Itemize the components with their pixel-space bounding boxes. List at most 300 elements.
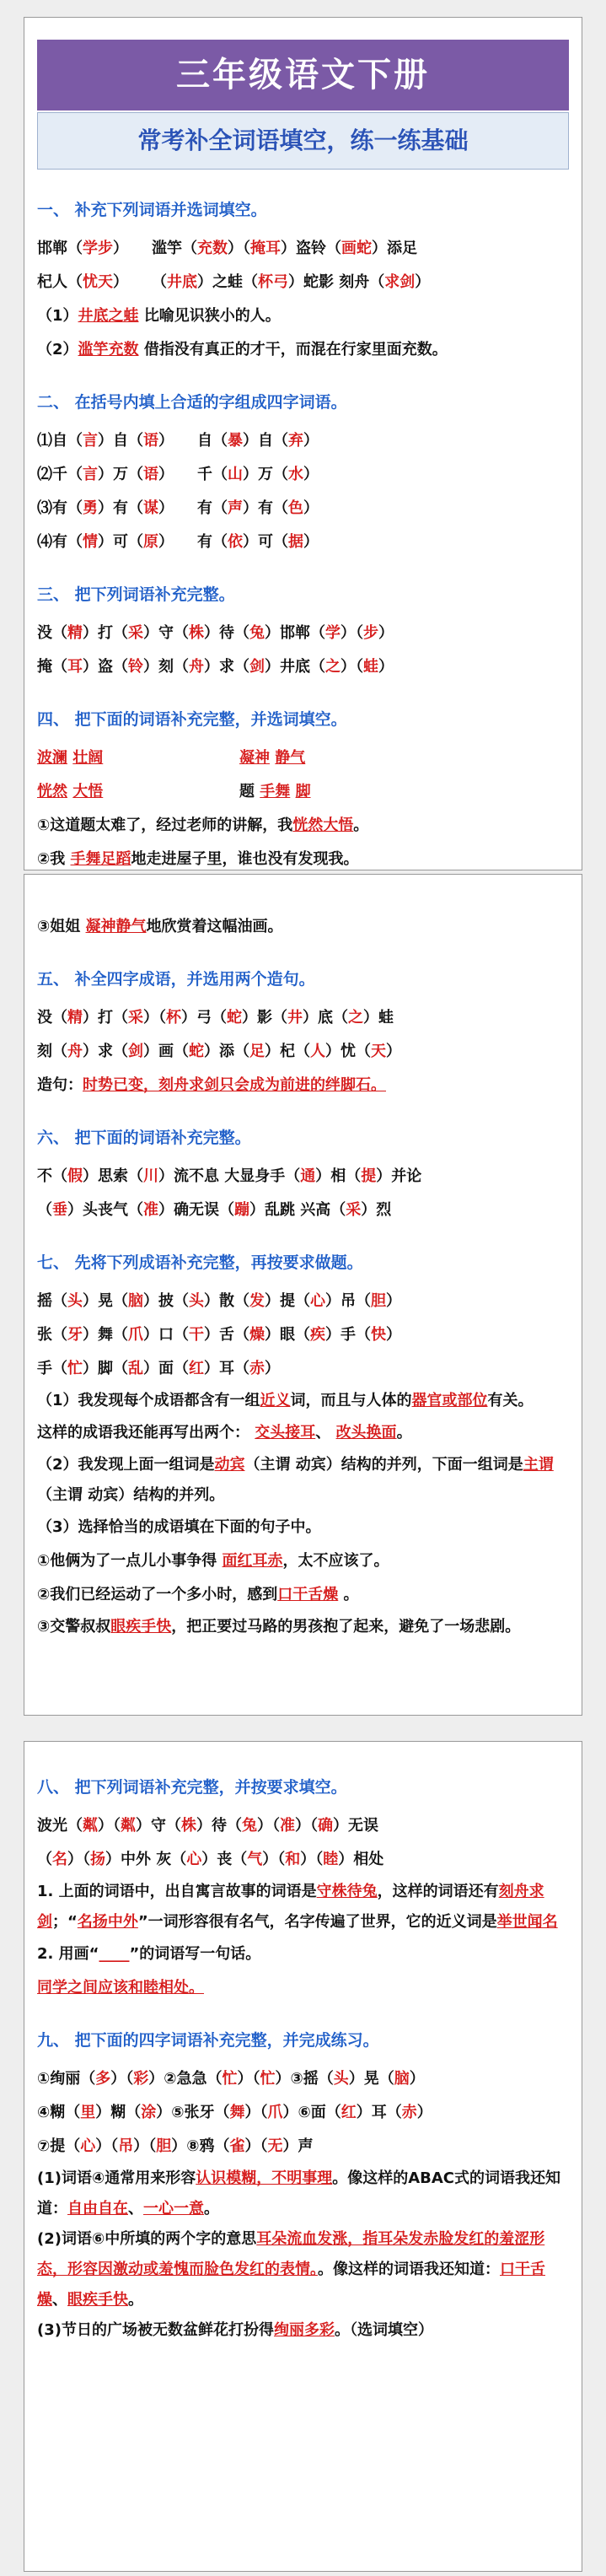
answer-text: 一心一意 — [143, 2200, 204, 2218]
question-text: ”一词形容很有名气，名字传遍了世界，它的近义词是 — [137, 1913, 497, 1931]
question-text: 自 — [113, 432, 128, 450]
s7-sentence-3 — [37, 1612, 569, 1642]
question-text: ⑤张牙 — [171, 2104, 215, 2121]
question-text: 中外 灰 — [121, 1851, 172, 1868]
question-text: ⑷有 — [37, 533, 67, 551]
answer-text: 吊 — [118, 2137, 134, 2155]
question-text: 摇 — [37, 1292, 52, 1310]
answer-text: 剑 — [128, 1043, 143, 1060]
answer-text: 之 — [325, 658, 341, 676]
s8-row-2: （名）（扬）中外 灰（心）丧（气）（和）（睦）相处 — [37, 1851, 384, 1868]
answer-text: 口干舌燥 — [37, 2261, 545, 2309]
answer-text: 蛇 — [189, 1043, 204, 1060]
question-text: 有 — [197, 533, 212, 551]
answer-text: 绚丽多彩 — [273, 2321, 335, 2339]
answer-text: 主谓 — [523, 1456, 554, 1474]
answer-text: 舟 — [67, 1043, 83, 1060]
answer-text: 干 — [189, 1326, 204, 1344]
question-text: 、 — [52, 2291, 67, 2309]
answer-text: 采 — [128, 624, 143, 642]
question-text: 丧 — [217, 1851, 233, 1868]
question-text: 波光 — [37, 1817, 67, 1835]
question-text: 盗铃 — [296, 240, 326, 257]
answer-text: 近义 — [260, 1392, 291, 1409]
answer-text: 凝神 — [239, 749, 270, 767]
answer-text: 蛙 — [363, 658, 378, 676]
answer-text: 爪 — [128, 1326, 143, 1344]
question-text: 可 — [113, 533, 128, 551]
answer-text: 弃 — [288, 432, 303, 450]
answer-text: 兔 — [242, 1817, 257, 1835]
answer-text: 红 — [189, 1360, 204, 1377]
page-1 — [24, 17, 582, 870]
answer-text: 充数 — [197, 240, 228, 257]
question-text: ③交警叔叔 — [37, 1618, 111, 1636]
question-text: 滥竽 — [152, 240, 182, 257]
question-text: 相处 — [353, 1851, 384, 1868]
question-text: 借指没有真正的才干，而混在行家里面充数。 — [143, 341, 448, 358]
question-text: 没 — [37, 624, 52, 642]
question-text: 1. 上面的词语中，出自寓言故事的词语是 — [37, 1883, 317, 1900]
question-text: 吊 — [341, 1292, 356, 1310]
answer-text: 恍然 — [37, 783, 67, 800]
question-text: ②我 — [37, 850, 66, 868]
question-text: ”的词语写一句话。 — [129, 1945, 261, 1963]
answer-text: 耳朵流血发涨，指耳朵发赤脸发红的羞涩形态，形容因激动或羞愧而脸色发红的表情。 — [37, 2230, 545, 2278]
answer-text: 求剑 — [384, 273, 416, 291]
answer-text: 手舞 — [260, 783, 291, 800]
question-text: 烈 — [376, 1201, 392, 1219]
answer-text: 脑 — [128, 1292, 143, 1310]
s5-row-1: 没（精）打（采）（杯）弓（蛇）影（井）底（之）蛙 — [37, 1009, 394, 1027]
answer-text: 心 — [310, 1292, 325, 1310]
question-text: 流不息 大显身手 — [174, 1167, 286, 1185]
s4-question-3 — [37, 910, 569, 944]
answer-text: 燥 — [249, 1326, 265, 1344]
question-text: 造句： — [37, 1076, 83, 1094]
answer-text: 勇 — [83, 499, 98, 517]
answer-text: 株 — [181, 1817, 196, 1835]
answer-text: 气 — [247, 1851, 263, 1868]
question-text: （主谓 动宾）结构的并列，下面一组词是 — [244, 1456, 523, 1474]
question-text: 糊 — [110, 2104, 126, 2121]
s2-row-4: ⑷有（情）可（原） 有（依）可（据） — [37, 533, 319, 551]
question-text: 头丧气 — [83, 1201, 128, 1219]
question-text: 有 — [113, 499, 128, 517]
answer-text: 波澜 — [37, 749, 67, 767]
question-text: 。（选词填空） — [334, 2321, 433, 2339]
question-text: 耳 — [371, 2104, 387, 2121]
s6-row-1: 不（假）思索（川）流不息 大显身手（通）相（提）并论 — [37, 1167, 422, 1185]
answer-text: 言 — [83, 432, 98, 450]
answer-text: 学 — [325, 624, 341, 642]
answer-text: 名 — [52, 1851, 67, 1868]
answer-text: 暴 — [228, 432, 243, 450]
question-text: ③摇 — [290, 2070, 319, 2088]
answer-text: 精 — [67, 1009, 83, 1027]
question-text: 忧 — [341, 1043, 356, 1060]
question-text: 万 — [113, 466, 128, 483]
question-text: 晃 — [363, 2070, 379, 2088]
question-text: 披 — [158, 1292, 174, 1310]
section-6-heading: 六、 把下面的词语补充完整。 — [37, 1129, 251, 1147]
question-text: 邯郸 — [280, 624, 310, 642]
question-text: ⑴自 — [37, 432, 67, 450]
answer-text: 忧天 — [83, 273, 113, 291]
question-text: 题 — [239, 783, 255, 800]
answer-text: 舞 — [229, 2104, 245, 2121]
answer-text: 掩耳 — [250, 240, 281, 257]
answer-text: 刻舟求剑 — [37, 1883, 544, 1931]
s1-question-1 — [37, 299, 569, 333]
answer-text: 声 — [228, 499, 243, 517]
page-2 — [24, 874, 582, 1716]
answer-text: 多 — [95, 2070, 111, 2088]
question-text: 打 — [98, 1009, 113, 1027]
question-text: 散 — [219, 1292, 234, 1310]
question-text: ①这道题太难了，经过老师的讲解，我 — [37, 816, 293, 834]
s4-row-1 — [37, 741, 569, 775]
answer-text: 器官或部位 — [411, 1392, 488, 1409]
s7-row-1: 摇（头）晃（脑）披（头）散（发）提（心）吊（胆） — [37, 1292, 401, 1310]
s7-row-3: 手（忙）脚（乱）面（红）耳（赤） — [37, 1360, 280, 1377]
s8-task-1 — [37, 1877, 569, 1937]
answer-text: 确 — [318, 1817, 333, 1835]
section-2-heading: 二、 在括号内填上合适的字组成四字词语。 — [37, 393, 347, 412]
answer-text: 眼疾手快 — [110, 1618, 172, 1636]
question-text: 影 — [257, 1009, 272, 1027]
question-text: 自 — [197, 432, 212, 450]
answer-text: 守株待兔 — [316, 1883, 378, 1900]
answer-text: 忙 — [260, 2070, 276, 2088]
answer-text: 采 — [128, 1009, 143, 1027]
answer-text: 无 — [267, 2137, 283, 2155]
answer-text: 依 — [228, 533, 243, 551]
question-text: 手 — [37, 1360, 52, 1377]
question-text: 这样的成语我还能再写出两个： — [37, 1424, 249, 1442]
answer-text: 画蛇 — [341, 240, 372, 257]
answer-text: 足 — [249, 1043, 265, 1060]
s4-row-2 — [37, 775, 569, 809]
section-4-heading: 四、 把下面的词语补充完整，并选词填空。 — [37, 710, 347, 729]
answer-text: 面红耳赤 — [222, 1552, 283, 1570]
answer-text: 静气 — [275, 749, 306, 767]
question-text: 杞人 — [37, 273, 67, 291]
answer-text: 交头接耳 — [255, 1424, 316, 1442]
answer-text: 准 — [143, 1201, 158, 1219]
question-text: 刻舟 — [339, 273, 370, 291]
answer-text: 彩 — [133, 2070, 149, 2088]
answer-text: 准 — [280, 1817, 295, 1835]
answer-text: 发 — [249, 1292, 265, 1310]
section-1-heading: 一、 补充下列词语并选词填空。 — [37, 201, 267, 219]
question-text: 。 — [343, 1586, 359, 1603]
question-text: 提 — [280, 1292, 295, 1310]
answer-text: 天 — [371, 1043, 386, 1060]
answer-text: 假 — [67, 1167, 83, 1185]
answer-text: 里 — [80, 2104, 96, 2121]
s7-sentence-1 — [37, 1544, 569, 1578]
question-text: 打 — [98, 624, 113, 642]
answer-text: 改头换面 — [335, 1424, 397, 1442]
section-8-heading: 八、 把下列词语补充完整，并按要求填空。 — [37, 1778, 347, 1797]
answer-text: 心 — [80, 2137, 96, 2155]
answer-text: 壮阔 — [72, 749, 104, 767]
s5-example — [37, 1069, 569, 1102]
answer-text: 情 — [83, 533, 98, 551]
answer-text: 铃 — [128, 658, 143, 676]
s9-task-2 — [37, 2224, 569, 2315]
answer-text: 胆 — [156, 2137, 172, 2155]
answer-text: 语 — [143, 432, 158, 450]
answer-text: 睦 — [323, 1851, 339, 1868]
question-text: 。 — [396, 1424, 412, 1442]
question-text: 可 — [258, 533, 273, 551]
question-text: 、 — [128, 2200, 143, 2218]
s3-row-1: 没（精）打（采）守（株）待（兔）邯郸（学）（步） — [37, 624, 394, 642]
answer-text: 之 — [348, 1009, 363, 1027]
s8-task-2 — [37, 1937, 569, 1971]
answer-text: 舟 — [189, 658, 204, 676]
answer-text: 株 — [189, 624, 204, 642]
question-text: 盗 — [98, 658, 113, 676]
question-text: 手 — [341, 1326, 356, 1344]
question-text: 晃 — [98, 1292, 113, 1310]
s8-row-1: 波光（粼）（粼）守（株）待（兔）（准）（确）无误 — [37, 1817, 378, 1835]
answer-text: 通 — [300, 1167, 316, 1185]
question-text: ，这样的词语还有 — [377, 1883, 499, 1900]
answer-text: 名扬中外 — [77, 1913, 138, 1931]
answer-text: 蹦 — [234, 1201, 249, 1219]
answer-text: 手舞足蹈 — [70, 850, 131, 868]
s9-task-1 — [37, 2164, 569, 2224]
s7-row-2: 张（牙）舞（爪）口（干）舌（燥）眼（疾）手（快） — [37, 1326, 401, 1344]
question-text: ⑧鸦 — [186, 2137, 215, 2155]
s9-task-3 — [37, 2315, 569, 2346]
question-text: ⑥面 — [298, 2104, 326, 2121]
question-text: 。 — [204, 2200, 219, 2218]
question-text: 2. 用画“ — [37, 1945, 99, 1963]
s7-sentence-2 — [37, 1578, 569, 1612]
page-subtitle: 常考补全词语填空，练一练基础 — [37, 112, 569, 170]
question-text: 求 — [98, 1043, 113, 1060]
answer-text: 学步 — [83, 240, 113, 257]
answer-text: 快 — [371, 1326, 386, 1344]
answer-text: 兔 — [249, 624, 265, 642]
page-title: 三年级语文下册 — [37, 40, 569, 110]
answer-text: 井底之蛙 — [78, 307, 139, 325]
s4-question-2 — [37, 843, 569, 876]
s2-row-1: ⑴自（言）自（语） 自（暴）自（弃） — [37, 432, 319, 450]
question-text: （主谓 动宾）结构的并列。 — [37, 1486, 225, 1504]
answer-text: 雀 — [229, 2137, 245, 2155]
answer-text: 粼 — [83, 1817, 98, 1835]
question-text: 杞 — [280, 1043, 295, 1060]
answer-text: 赤 — [249, 1360, 265, 1377]
answer-text: 杯 — [166, 1009, 181, 1027]
answer-text: 忙 — [67, 1360, 83, 1377]
question-text: 声 — [298, 2137, 314, 2155]
question-text: （1） — [37, 307, 78, 325]
s1-row-2: 杞人（忧天） （井底）之蛙（杯弓）蛇影 刻舟（求剑） — [37, 273, 431, 291]
answer-text: 头 — [67, 1292, 83, 1310]
answer-text: 凝神静气 — [85, 918, 147, 935]
answer-text: 语 — [143, 466, 158, 483]
question-text: 张 — [37, 1326, 52, 1344]
question-text: 眼 — [280, 1326, 295, 1344]
question-text: 待 — [219, 624, 234, 642]
question-text: ①他俩为了一点儿小事争得 — [37, 1552, 217, 1570]
question-text: 乱跳 兴高 — [265, 1201, 331, 1219]
question-text: (3)节日的广场被无数盆鲜花打扮得 — [37, 2321, 274, 2339]
question-text: 有 — [258, 499, 273, 517]
answer-text: ____ — [99, 1945, 130, 1963]
s6-row-2: （垂）头丧气（准）确无误（蹦）乱跳 兴高（采）烈 — [37, 1201, 392, 1219]
question-text: 守 — [158, 624, 174, 642]
question-text: 底 — [318, 1009, 333, 1027]
answer-text: 自由自在 — [67, 2200, 128, 2218]
question-text: 井底 — [280, 658, 310, 676]
question-text: ⑦提 — [37, 2137, 66, 2155]
question-text: ③姐姐 — [37, 918, 81, 935]
question-text: 。像这样的ABAC式的词语我还知道： — [37, 2169, 561, 2218]
question-text: ⑵千 — [37, 466, 67, 483]
question-text: 万 — [258, 466, 273, 483]
answer-text: 忙 — [222, 2070, 238, 2088]
question-text: 不 — [37, 1167, 52, 1185]
answer-text: 步 — [363, 624, 378, 642]
question-text: 无误 — [348, 1817, 378, 1835]
question-text: 有 — [197, 499, 212, 517]
s7-task-1-examples — [37, 1416, 569, 1450]
s8-task-2-answer — [37, 1971, 569, 2005]
answer-text: 垂 — [52, 1201, 67, 1219]
answer-text: 井底 — [167, 273, 197, 291]
question-text: 地走进屋子里，谁也没有发现我。 — [131, 850, 359, 868]
answer-text: 乱 — [128, 1360, 143, 1377]
question-text: 待 — [212, 1817, 227, 1835]
question-text: 掩 — [37, 658, 52, 676]
question-text: 脚 — [98, 1360, 113, 1377]
answer-text: 头 — [189, 1292, 204, 1310]
answer-text: 井 — [287, 1009, 303, 1027]
answer-text: 眼疾手快 — [67, 2291, 128, 2309]
question-text: 比喻见识狭小的人。 — [143, 307, 281, 325]
question-text: 舞 — [98, 1326, 113, 1344]
answer-text: 耳 — [67, 658, 83, 676]
question-text: （1）我发现每个成语都含有一组 — [37, 1392, 260, 1409]
question-text: 守 — [151, 1817, 166, 1835]
s5-row-2: 刻（舟）求（剑）画（蛇）添（足）杞（人）忧（天） — [37, 1043, 401, 1060]
answer-text: 心 — [186, 1851, 202, 1868]
s1-question-2 — [37, 333, 569, 367]
answer-text: 脚 — [295, 783, 311, 800]
question-text: 刻 — [158, 658, 174, 676]
question-text: 口 — [158, 1326, 174, 1344]
answer-text: 言 — [83, 466, 98, 483]
question-text: 自 — [258, 432, 273, 450]
s9-row-1: ①绚丽（多）（彩）②急急（忙）（忙）③摇（头）晃（脑） — [37, 2070, 425, 2088]
answer-text: 扬 — [90, 1851, 105, 1868]
s1-row-1: 邯郸（学步） 滥竽（充数）（掩耳）盗铃（画蛇）添足 — [37, 240, 417, 257]
section-9-heading: 九、 把下面的四字词语补充完整，并完成练习。 — [37, 2031, 379, 2050]
answer-text: 杯弓 — [258, 273, 288, 291]
s2-row-2: ⑵千（言）万（语） 千（山）万（水） — [37, 466, 319, 483]
answer-text: 剑 — [249, 658, 265, 676]
question-text: （2） — [37, 341, 78, 358]
question-text: 并论 — [391, 1167, 422, 1185]
answer-text: 认识模糊，不明事理 — [196, 2169, 333, 2187]
question-text: 添 — [219, 1043, 234, 1060]
question-text: 地欣赏着这幅油画。 — [146, 918, 283, 935]
answer-text: 同学之间应该和睦相处。 — [37, 1979, 204, 1997]
answer-text: 大悟 — [72, 783, 104, 800]
answer-text: 采 — [346, 1201, 362, 1219]
question-text: ②急急 — [164, 2070, 207, 2088]
question-text: 之蛙 — [212, 273, 243, 291]
answer-text: 人 — [310, 1043, 325, 1060]
question-text: 有关。 — [487, 1392, 534, 1409]
question-text: 舌 — [219, 1326, 234, 1344]
question-text: 求 — [219, 658, 234, 676]
answer-text: 山 — [228, 466, 243, 483]
answer-text: 色 — [288, 499, 303, 517]
answer-text: 牙 — [67, 1326, 83, 1344]
answer-text: 脑 — [394, 2070, 410, 2088]
answer-text: 胆 — [371, 1292, 386, 1310]
question-text: 刻 — [37, 1043, 52, 1060]
question-text: 。 — [128, 2291, 143, 2309]
question-text: 邯郸 — [37, 240, 67, 257]
section-5-heading: 五、 补全四字成语，并选用两个造句。 — [37, 970, 315, 989]
question-text: 。像这样的词语我还知道： — [318, 2261, 500, 2278]
answer-text: 举世闻名 — [496, 1913, 558, 1931]
question-text: ⑶有 — [37, 499, 67, 517]
answer-text: 疾 — [310, 1326, 325, 1344]
s7-task-1 — [37, 1386, 569, 1416]
s3-row-2: 掩（耳）盗（铃）刻（舟）求（剑）井底（之）（蛙） — [37, 658, 394, 676]
answer-text: 赤 — [401, 2104, 417, 2121]
answer-text: 头 — [333, 2070, 349, 2088]
question-text: 确无误 — [174, 1201, 219, 1219]
question-text: ，太不应该了。 — [282, 1552, 389, 1570]
answer-text: 动宾 — [214, 1456, 245, 1474]
answer-text: 时势已变，刻舟求剑只会成为前进的绊脚石。 — [83, 1076, 386, 1094]
answer-text: 和 — [285, 1851, 301, 1868]
answer-text: 水 — [288, 466, 303, 483]
question-text: 。 — [353, 816, 369, 834]
question-text: 蛇影 — [303, 273, 334, 291]
answer-text: 精 — [67, 624, 83, 642]
section-3-heading: 三、 把下列词语补充完整。 — [37, 585, 235, 604]
question-text: 添足 — [387, 240, 417, 257]
answer-text: 川 — [143, 1167, 158, 1185]
s9-row-2: ④糊（里）糊（涂）⑤张牙（舞）（爪）⑥面（红）耳（赤） — [37, 2104, 432, 2121]
page-3 — [24, 1741, 582, 2572]
answer-text: 谋 — [143, 499, 158, 517]
question-text: 弓 — [196, 1009, 212, 1027]
question-text: （2）我发现上面一组词是 — [37, 1456, 215, 1474]
answer-text: 蛇 — [227, 1009, 242, 1027]
answer-text: 滥竽充数 — [78, 341, 139, 358]
question-text: 词，而且与人体的 — [290, 1392, 412, 1409]
answer-text: 爪 — [267, 2104, 283, 2121]
section-7-heading: 七、 先将下列成语补充完整，再按要求做题。 — [37, 1253, 363, 1272]
answer-text: 原 — [143, 533, 158, 551]
question-text: ，把正要过马路的男孩抱了起来，避免了一场悲剧。 — [171, 1618, 521, 1636]
answer-text: 提 — [361, 1167, 377, 1185]
question-text: (2)词语⑥中所填的两个字的意思 — [37, 2230, 257, 2248]
